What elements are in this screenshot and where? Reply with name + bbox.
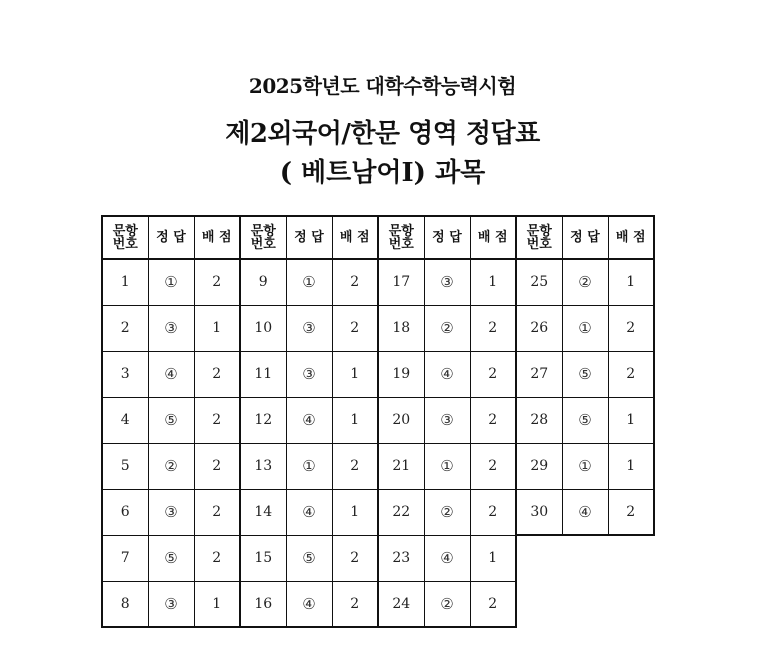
- table-row: [102, 351, 654, 397]
- score-cell: 2: [194, 351, 240, 397]
- score-cell: 2: [608, 305, 654, 351]
- score-cell: 1: [332, 351, 378, 397]
- score-cell: 2: [194, 397, 240, 443]
- answer-cell: ④: [424, 535, 470, 581]
- score-cell: 2: [470, 305, 516, 351]
- answer-cell: ③: [148, 581, 194, 627]
- question-number-cell: 16: [240, 581, 286, 627]
- subject-title: ( 베트남어Ⅰ) 과목: [279, 158, 486, 188]
- header-score-2: 배 점: [332, 216, 378, 259]
- answer-cell: ④: [286, 489, 332, 535]
- header-number-3: [378, 216, 424, 259]
- question-number-cell: 13: [240, 443, 286, 489]
- header-number-2: [240, 216, 286, 259]
- answer-cell: ④: [148, 351, 194, 397]
- answer-cell: ①: [286, 443, 332, 489]
- question-number-cell: 10: [240, 305, 286, 351]
- question-number-cell: 3: [102, 351, 148, 397]
- score-cell: 1: [470, 259, 516, 305]
- question-number-cell: 23: [378, 535, 424, 581]
- question-number-cell: 30: [516, 489, 562, 535]
- question-number-cell: 21: [378, 443, 424, 489]
- question-number-cell: 18: [378, 305, 424, 351]
- answer-cell: ⑤: [286, 535, 332, 581]
- answer-cell: ②: [562, 259, 608, 305]
- score-cell: 1: [194, 305, 240, 351]
- table-row: [102, 305, 654, 351]
- score-cell: 2: [470, 397, 516, 443]
- question-number-cell: 5: [102, 443, 148, 489]
- header-score-3: 배 점: [470, 216, 516, 259]
- score-cell: 1: [332, 489, 378, 535]
- question-number-cell: 27: [516, 351, 562, 397]
- score-cell: 2: [194, 259, 240, 305]
- answer-cell: ③: [286, 305, 332, 351]
- question-number-cell: 11: [240, 351, 286, 397]
- answer-cell: ②: [424, 581, 470, 627]
- answer-cell: ④: [286, 581, 332, 627]
- score-cell: 2: [332, 443, 378, 489]
- answer-cell: ③: [424, 259, 470, 305]
- header-number-label: 문항 번호: [112, 223, 138, 252]
- header-score-4: 배 점: [608, 216, 654, 259]
- exam-title: 2025학년도 대학수학능력시험: [248, 74, 517, 98]
- answer-cell: ④: [424, 351, 470, 397]
- question-number-cell: 15: [240, 535, 286, 581]
- score-cell: 2: [332, 535, 378, 581]
- answer-cell: ②: [424, 489, 470, 535]
- score-cell: 1: [332, 397, 378, 443]
- header-number-1: [102, 216, 148, 259]
- question-number-cell: 7: [102, 535, 148, 581]
- answer-cell: ③: [148, 305, 194, 351]
- question-number-cell: 24: [378, 581, 424, 627]
- score-cell: 2: [470, 351, 516, 397]
- answer-cell: ④: [562, 489, 608, 535]
- score-cell: 1: [608, 443, 654, 489]
- score-cell: 2: [470, 443, 516, 489]
- score-cell: 2: [194, 535, 240, 581]
- header-answer-4: 정 답: [562, 216, 608, 259]
- score-cell: 2: [332, 259, 378, 305]
- answer-cell: ①: [562, 305, 608, 351]
- question-number-cell: 20: [378, 397, 424, 443]
- answer-cell: ④: [286, 397, 332, 443]
- score-cell: 2: [470, 489, 516, 535]
- header-score-1: 배 점: [194, 216, 240, 259]
- score-cell: 2: [194, 443, 240, 489]
- question-number-cell: 1: [102, 259, 148, 305]
- table-row: [102, 259, 654, 305]
- score-cell: 1: [608, 259, 654, 305]
- question-number-cell: 26: [516, 305, 562, 351]
- answer-cell: ①: [424, 443, 470, 489]
- answer-cell: ③: [148, 489, 194, 535]
- table-row: [102, 443, 654, 489]
- table-row: [102, 535, 654, 581]
- question-number-cell: 19: [378, 351, 424, 397]
- answer-cell: ③: [286, 351, 332, 397]
- empty-cell: [516, 535, 654, 627]
- score-cell: 2: [608, 351, 654, 397]
- question-number-cell: 28: [516, 397, 562, 443]
- answer-cell: ⑤: [148, 397, 194, 443]
- answer-cell: ⑤: [562, 397, 608, 443]
- header-number-4: [516, 216, 562, 259]
- question-number-cell: 17: [378, 259, 424, 305]
- header-number-label: 문항 번호: [388, 223, 414, 252]
- score-cell: 2: [332, 305, 378, 351]
- answer-table: [101, 215, 655, 628]
- question-number-cell: 9: [240, 259, 286, 305]
- score-cell: 2: [194, 489, 240, 535]
- table-header-row: [102, 216, 654, 259]
- answer-cell: ②: [424, 305, 470, 351]
- question-number-cell: 6: [102, 489, 148, 535]
- score-cell: 2: [608, 489, 654, 535]
- score-cell: 1: [608, 397, 654, 443]
- answer-cell: ⑤: [148, 535, 194, 581]
- answer-cell: ①: [286, 259, 332, 305]
- table-body: [102, 259, 654, 627]
- question-number-cell: 14: [240, 489, 286, 535]
- question-number-cell: 2: [102, 305, 148, 351]
- header-number-label: 문항 번호: [526, 223, 552, 252]
- answer-key-title: 제2외국어/한문 영역 정답표: [225, 119, 540, 149]
- score-cell: 2: [470, 581, 516, 627]
- answer-cell: ③: [424, 397, 470, 443]
- header-answer-2: 정 답: [286, 216, 332, 259]
- score-cell: 2: [332, 581, 378, 627]
- header-answer-1: 정 답: [148, 216, 194, 259]
- question-number-cell: 12: [240, 397, 286, 443]
- header-number-label: 문항 번호: [250, 223, 276, 252]
- question-number-cell: 29: [516, 443, 562, 489]
- question-number-cell: 25: [516, 259, 562, 305]
- answer-cell: ②: [148, 443, 194, 489]
- answer-cell: ⑤: [562, 351, 608, 397]
- answer-cell: ①: [562, 443, 608, 489]
- table-row: [102, 489, 654, 535]
- score-cell: 1: [194, 581, 240, 627]
- question-number-cell: 4: [102, 397, 148, 443]
- score-cell: 1: [470, 535, 516, 581]
- question-number-cell: 8: [102, 581, 148, 627]
- header-answer-3: 정 답: [424, 216, 470, 259]
- answer-cell: ①: [148, 259, 194, 305]
- table-row: [102, 397, 654, 443]
- question-number-cell: 22: [378, 489, 424, 535]
